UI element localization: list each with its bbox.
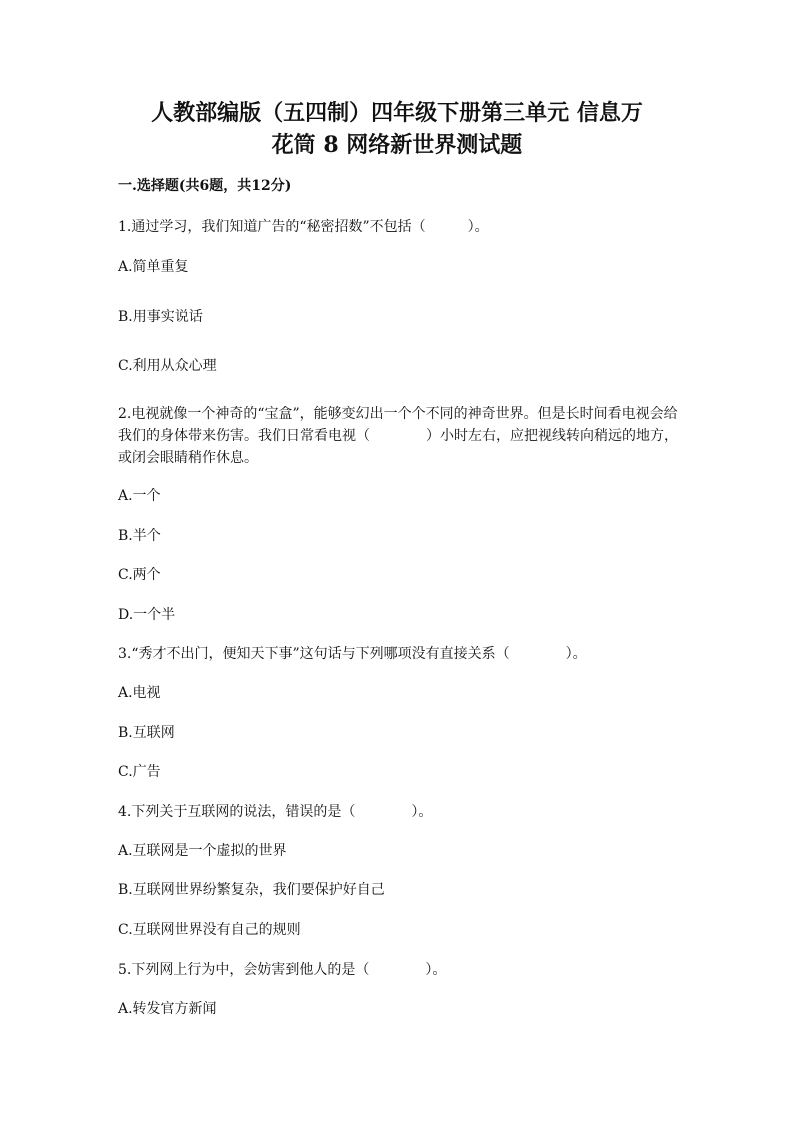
question-1-option-c: C.利用从众心理 xyxy=(118,358,217,374)
question-1-stem: 1.通过学习，我们知道广告的“秘密招数”不包括（ ）。 xyxy=(118,219,489,235)
question-2-option-a: A.一个 xyxy=(118,488,161,504)
question-1-option-a: A.简单重复 xyxy=(118,259,189,275)
question-1-option-b: B.用事实说话 xyxy=(118,309,203,325)
question-4-option-c: C.互联网世界没有自己的规则 xyxy=(118,922,301,938)
document-title-line-1: 人教部编版（五四制）四年级下册第三单元 信息万 xyxy=(151,100,643,126)
question-2-stem: 2.电视就像一个神奇的“宝盒”，能够变幻出一个个不同的神奇世界。但是长时间看电视会给我们的身体带来伤害。我们日常看电视（ ）小时左右，应把视线转向稍远的地方，或闭会眼睛稍作休息。 xyxy=(118,406,678,466)
question-4-option-a: A.互联网是一个虚拟的世界 xyxy=(118,843,287,859)
question-4-stem: 4.下列关于互联网的说法，错误的是（ ）。 xyxy=(118,804,433,820)
section-heading: 一.选择题(共6题，共12分) xyxy=(118,178,292,194)
question-3-stem: 3.“秀才不出门，便知天下事”这句话与下列哪项没有直接关系（ ）。 xyxy=(118,646,587,662)
question-2-option-b: B.半个 xyxy=(118,528,161,544)
question-5-option-a: A.转发官方新闻 xyxy=(118,1001,217,1017)
document-title-line-2: 花筒 8 网络新世界测试题 xyxy=(271,132,523,158)
question-4-option-b: B.互联网世界纷繁复杂，我们要保护好自己 xyxy=(118,882,385,898)
question-2-option-d: D.一个半 xyxy=(118,607,176,623)
question-3-option-a: A.电视 xyxy=(118,685,161,701)
question-5-stem: 5.下列网上行为中，会妨害到他人的是（ ）。 xyxy=(118,962,447,978)
question-3-option-b: B.互联网 xyxy=(118,725,175,741)
question-2-option-c: C.两个 xyxy=(118,567,161,583)
question-3-option-c: C.广告 xyxy=(118,764,161,780)
